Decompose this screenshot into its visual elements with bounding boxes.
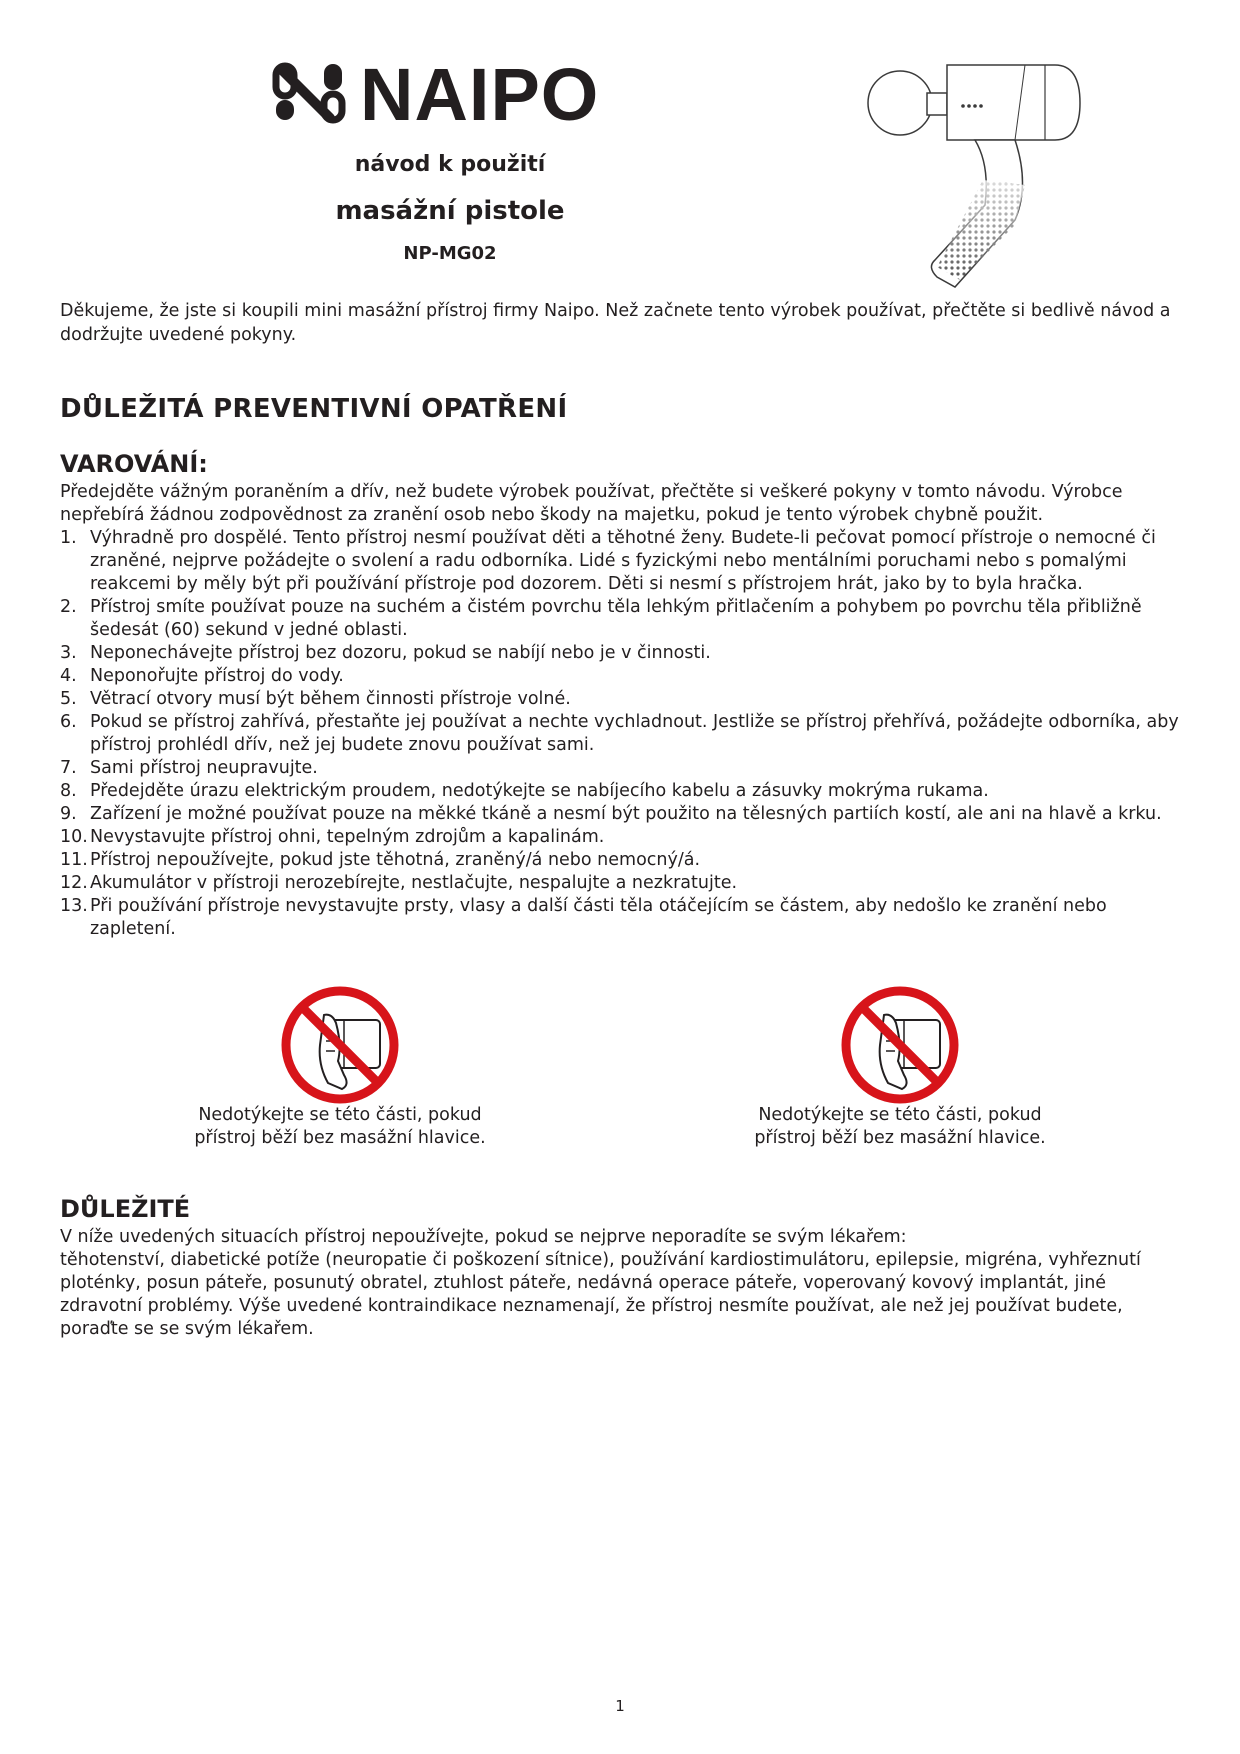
no-touch-hand-icon <box>280 985 400 1105</box>
item-number: 6. <box>60 712 77 732</box>
pictogram-caption: Nedotýkejte se této části, pokud přístroj běží bez masážní hlavice. <box>754 1105 1046 1148</box>
list-item <box>60 596 1190 642</box>
list-item <box>60 803 1190 826</box>
item-text: Při používání přístroje nevystavujte prsty, vlasy a další části těla otáčejícím se částem, aby nedošlo ke zranění nebo zapletení. <box>90 896 1107 939</box>
item-text: Pokud se přístroj zahřívá, přestaňte jej používat a nechte vychladnout. Jestliže se přístroj přehřívá, požádejte odborníka, aby přístroj prohlédl dřív, než jej budete znovu používat sami. <box>90 712 1179 755</box>
item-text: Sami přístroj neupravujte. <box>90 758 318 778</box>
list-item <box>60 688 1190 711</box>
item-number: 7. <box>60 758 77 778</box>
brand-name: NAIPO <box>360 53 600 136</box>
item-text: Výhradně pro dospělé. Tento přístroj nesmí používat děti a těhotné ženy. Budete-li pečovat pomocí přístroje o nemocné či zraněné, nejprve požádejte o svolení a radu odborníka. Lidé s fyzickými nebo mentálními poruchami nebo s pomalými reakcemi by měly být při používání přístroje pod dozorem. Děti si nesmí s přístrojem hrát, jako by to byla hračka. <box>90 528 1156 594</box>
item-number: 9. <box>60 804 77 824</box>
item-text: Přístroj nepoužívejte, pokud jste těhotná, zraněný/á nebo nemocný/á. <box>90 850 701 870</box>
list-item <box>60 780 1190 803</box>
item-text: Neponořujte přístroj do vody. <box>90 666 344 686</box>
no-touch-hand-icon <box>840 985 960 1105</box>
item-text: Přístroj smíte používat pouze na suchém a čistém povrchu těla lehkým přitlačením a pohybem po povrchu těla přibližně šedesát (60) sekund v jedné oblasti. <box>90 597 1142 640</box>
item-number: 1. <box>60 528 77 548</box>
item-text: Neponechávejte přístroj bez dozoru, pokud se nabíjí nebo je v činnosti. <box>90 643 711 663</box>
warning-list <box>60 527 1190 941</box>
item-number: 3. <box>60 643 77 663</box>
item-number: 4. <box>60 666 77 686</box>
pictogram-caption: Nedotýkejte se této části, pokud přístroj běží bez masážní hlavice. <box>194 1105 486 1148</box>
item-text: Nevystavujte přístroj ohni, tepelným zdrojům a kapalinám. <box>90 827 605 847</box>
item-text: Větrací otvory musí být během činnosti přístroje volné. <box>90 689 571 709</box>
section-title: DŮLEŽITÁ PREVENTIVNÍ OPATŘENÍ <box>60 394 568 424</box>
item-number: 5. <box>60 689 77 709</box>
massage-gun-illustration <box>865 55 1085 290</box>
list-item <box>60 711 1190 757</box>
list-item <box>60 642 1190 665</box>
item-text: Akumulátor v přístroji nerozebírejte, nestlačujte, nespalujte a nezkratujte. <box>90 873 738 893</box>
item-number: 11. <box>60 850 88 870</box>
important-heading: DŮLEŽITÉ <box>60 1195 191 1223</box>
item-text: Předejděte úrazu elektrickým proudem, nedotýkejte se nabíjecího kabelu a zásuvky mokrýma rukama. <box>90 781 989 801</box>
item-number: 2. <box>60 597 77 617</box>
intro-paragraph: Děkujeme, že jste si koupili mini masážní přístroj firmy Naipo. Než začnete tento výrobek používat, přečtěte si bedlivě návod a dodržujte uvedené pokyny. <box>60 301 1171 345</box>
manual-subtitle: návod k použití <box>354 152 546 177</box>
warning-paragraph: Předejděte vážným poraněním a dřív, než budete výrobek používat, přečtěte si veškeré pokyny v tomto návodu. Výrobce nepřebírá žádnou zodpovědnost za zranění osob nebo škody na majetku, pokud je tento výrobek chybně použit. <box>60 482 1123 525</box>
item-text: Zařízení je možné používat pouze na měkké tkáně a nesmí být použito na tělesných partiích kostí, ale ani na hlavě a krku. <box>90 804 1162 824</box>
page-number: 1 <box>615 1697 625 1715</box>
model-number: NP-MG02 <box>403 243 497 264</box>
list-item <box>60 849 1190 872</box>
item-number: 10. <box>60 827 88 847</box>
item-number: 8. <box>60 781 77 801</box>
list-item <box>60 895 1190 941</box>
list-item <box>60 757 1190 780</box>
list-item <box>60 872 1190 895</box>
item-number: 12. <box>60 873 88 893</box>
important-line-1: V níže uvedených situacích přístroj nepoužívejte, pokud se nejprve neporadíte se svým lékařem: <box>60 1227 907 1247</box>
item-number: 13. <box>60 896 88 916</box>
product-name: masážní pistole <box>335 196 565 226</box>
list-item <box>60 665 1190 688</box>
list-item <box>60 527 1190 596</box>
important-line-2: těhotenství, diabetické potíže (neuropatie či poškození sítnice), používání kardiostimulátoru, epilepsie, migréna, vyhřeznutí ploténky, posun páteře, posunutý obratel, ztuhlost páteře, nedávná operace páteře, voperovaný kovový implantát, jiné zdravotní problémy. Výše uvedené kontraindikace neznamenají, že přístroj nesmíte používat, ale než jej používat budete, poraďte se se svým lékařem. <box>60 1250 1141 1339</box>
brand-logo <box>272 54 632 134</box>
warning-heading: VAROVÁNÍ: <box>60 450 208 478</box>
naipo-logo-icon <box>272 60 352 124</box>
list-item <box>60 826 1190 849</box>
important-text <box>60 1226 1190 1341</box>
